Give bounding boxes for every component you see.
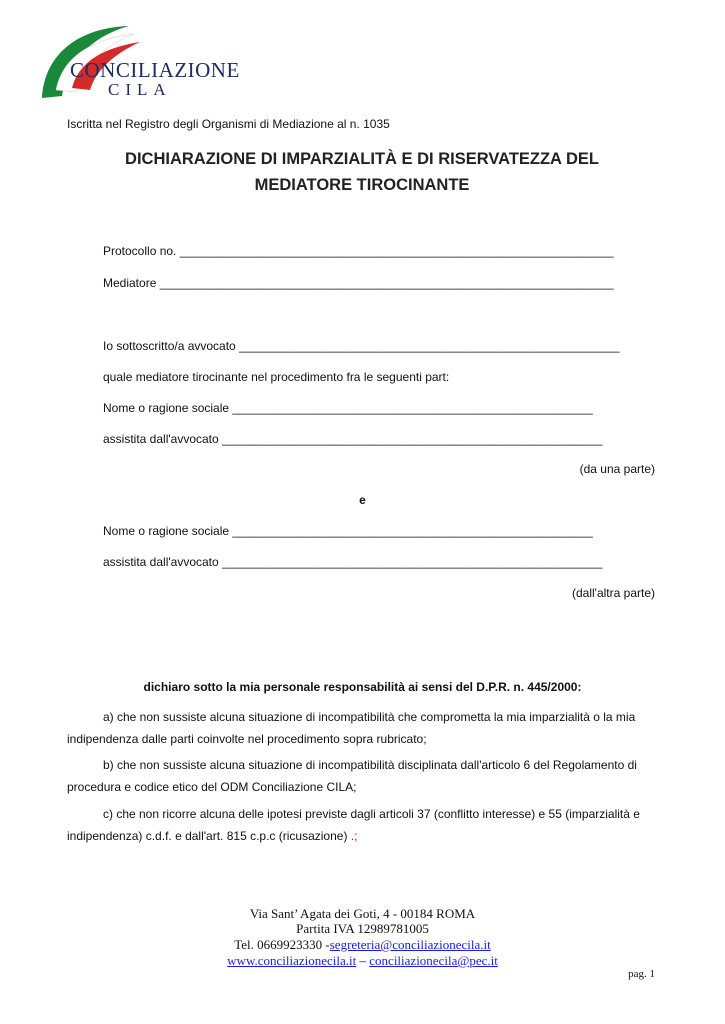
declaration-heading: dichiaro sotto la mia personale responsabilità ai sensi del D.P.R. n. 445/2000: [143, 680, 582, 694]
party2-lawyer-field: assistita dall'avvocato _________________________________________________________ [103, 555, 603, 569]
registry-note: Iscritta nel Registro degli Organismi di Mediazione al n. 1035 [67, 117, 390, 131]
declaration-point-c-end: .; [347, 829, 358, 843]
pec-link[interactable]: conciliazionecila@pec.it [369, 953, 498, 968]
footer-contacts [0, 937, 725, 953]
second-party-label: (dall'altra parte) [572, 586, 655, 600]
email-link[interactable]: segreteria@conciliazionecila.it [329, 937, 491, 952]
logo-text-line2: CILA [108, 80, 172, 99]
declaration-point-a: a) che non sussiste alcuna situazione di incompatibilità che comprometta la mia imparzialità o la mia indipendenza dalle parti coinvolte nel procedimento sopra rubricato; [67, 710, 636, 746]
footer-address: Via Sant’ Agata dei Goti, 4 - 00184 ROMA [249, 906, 476, 921]
parties-intro: quale mediatore tirocinante nel procedimento fra le seguenti part: [103, 370, 450, 384]
footer-separator: – [356, 953, 370, 968]
declaration-point-c [67, 803, 655, 847]
document-title-line1: DICHIARAZIONE DI IMPARZIALITÀ E DI RISERVATEZZA DEL [125, 150, 599, 168]
footer-phone: Tel. 0669923330 - [234, 937, 330, 952]
conjunction-e: e [359, 493, 366, 507]
logo-text-line1: CONCILIAZIONE [70, 58, 240, 82]
party2-name-field: Nome o ragione sociale ______________________________________________________ [103, 524, 593, 538]
party1-name-field: Nome o ragione sociale ______________________________________________________ [103, 401, 593, 415]
declaration-point-b: b) che non sussiste alcuna situazione di incompatibilità disciplinata dall'articolo 6 del Regolamento di procedura e codice etico del ODM Conciliazione CILA; [67, 758, 637, 794]
protocollo-field: Protocollo no. _________________________________________________________________ [103, 244, 614, 258]
footer-web [0, 953, 725, 969]
sottoscritto-field: Io sottoscritto/a avvocato _________________________________________________________ [103, 339, 620, 353]
first-party-label: (da una parte) [579, 462, 655, 476]
page-number: pag. 1 [628, 968, 655, 980]
footer-vat: Partita IVA 12989781005 [296, 921, 429, 936]
mediatore-field: Mediatore ____________________________________________________________________ [103, 276, 614, 290]
declaration-point-c-text: c) che non ricorre alcuna delle ipotesi previste dagli articoli 37 (conflitto interesse) e 55 (imparzialità e indipendenza) c.d.f. e dall'art. 815 c.p.c (ricusazione) [67, 807, 640, 843]
party1-lawyer-field: assistita dall'avvocato _________________________________________________________ [103, 432, 603, 446]
document-title-line2: MEDIATORE TIROCINANTE [254, 176, 470, 194]
website-link[interactable]: www.conciliazionecila.it [227, 953, 357, 968]
